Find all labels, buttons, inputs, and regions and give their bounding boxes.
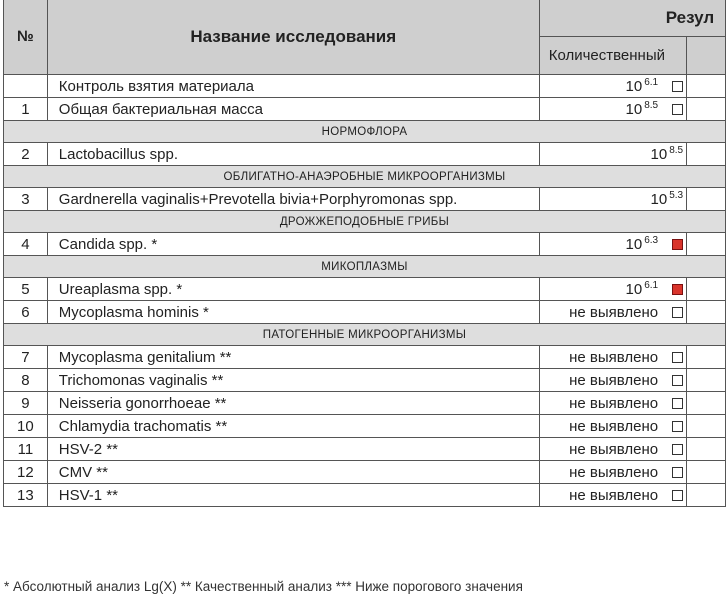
legend-note: * Абсолютный анализ Lg(X) ** Качественный анализ *** Ниже порогового значения	[4, 579, 523, 594]
row-number: 13	[4, 484, 48, 507]
result-cell	[539, 233, 686, 256]
result-cell	[539, 98, 686, 121]
result-cell	[539, 392, 686, 415]
result-text: не выявлено	[569, 440, 659, 458]
test-name: Lactobacillus spp.	[47, 143, 539, 166]
table-row	[4, 438, 726, 461]
test-name: Chlamydia trachomatis **	[47, 415, 539, 438]
extra-cell	[687, 369, 726, 392]
flag-checkbox	[672, 490, 683, 501]
table-row	[4, 233, 726, 256]
row-number: 3	[4, 188, 48, 211]
row-number: 7	[4, 346, 48, 369]
result-cell	[539, 438, 686, 461]
result-cell	[539, 301, 686, 324]
result-base: 10	[650, 145, 668, 163]
table-row	[4, 188, 726, 211]
table-row	[4, 301, 726, 324]
table-row	[4, 98, 726, 121]
row-number: 1	[4, 98, 48, 121]
row-number: 6	[4, 301, 48, 324]
row-number: 2	[4, 143, 48, 166]
section-row	[4, 121, 726, 143]
row-number: 8	[4, 369, 48, 392]
extra-cell	[687, 484, 726, 507]
result-base: 10	[625, 100, 643, 118]
row-number: 4	[4, 233, 48, 256]
row-number: 10	[4, 415, 48, 438]
result-cell	[539, 461, 686, 484]
row-number: 9	[4, 392, 48, 415]
flag-checkbox	[672, 81, 683, 92]
test-name: Trichomonas vaginalis **	[47, 369, 539, 392]
section-row	[4, 256, 726, 278]
extra-cell	[687, 461, 726, 484]
result-cell	[539, 75, 686, 98]
result-exponent: 5.3	[669, 189, 684, 201]
test-name: Контроль взятия материала	[47, 75, 539, 98]
row-number	[4, 75, 48, 98]
result-text: не выявлено	[569, 463, 659, 481]
result-cell	[539, 188, 686, 211]
test-name: Candida spp. *	[47, 233, 539, 256]
result-base: 10	[625, 235, 643, 253]
row-number: 5	[4, 278, 48, 301]
result-cell	[539, 415, 686, 438]
extra-cell	[687, 438, 726, 461]
table-row	[4, 392, 726, 415]
flag-checkbox	[672, 375, 683, 386]
result-exponent: 6.3	[644, 234, 659, 246]
row-number: 11	[4, 438, 48, 461]
extra-cell	[687, 233, 726, 256]
extra-cell	[687, 278, 726, 301]
table-row	[4, 461, 726, 484]
flag-checkbox	[672, 352, 683, 363]
result-cell	[539, 369, 686, 392]
section-title: НОРМОФЛОРА	[4, 121, 726, 143]
test-name: CMV **	[47, 461, 539, 484]
result-base: 10	[650, 190, 668, 208]
table-row	[4, 415, 726, 438]
result-text: не выявлено	[569, 417, 659, 435]
flag-checkbox	[672, 421, 683, 432]
result-exponent: 8.5	[669, 144, 684, 156]
result-cell	[539, 484, 686, 507]
result-cell	[539, 143, 686, 166]
result-exponent: 8.5	[644, 99, 659, 111]
section-title: ДРОЖЖЕПОДОБНЫЕ ГРИБЫ	[4, 211, 726, 233]
result-cell	[539, 278, 686, 301]
section-title: МИКОПЛАЗМЫ	[4, 256, 726, 278]
test-name: Общая бактериальная масса	[47, 98, 539, 121]
result-text: не выявлено	[569, 486, 659, 504]
table-row	[4, 278, 726, 301]
flag-checkbox	[672, 467, 683, 478]
section-row	[4, 211, 726, 233]
extra-cell	[687, 98, 726, 121]
test-name: Gardnerella vaginalis+Prevotella bivia+Porphyromonas spp.	[47, 188, 539, 211]
header-result: Резул	[539, 0, 725, 37]
row-number: 12	[4, 461, 48, 484]
result-base: 10	[625, 280, 643, 298]
result-exponent: 6.1	[644, 279, 659, 291]
result-text: не выявлено	[569, 348, 659, 366]
section-row	[4, 166, 726, 188]
table-row	[4, 484, 726, 507]
extra-cell	[687, 75, 726, 98]
result-cell	[539, 346, 686, 369]
extra-cell	[687, 392, 726, 415]
results-table	[3, 0, 726, 507]
test-name: Neisseria gonorrhoeae **	[47, 392, 539, 415]
flag-checkbox	[672, 444, 683, 455]
result-text: не выявлено	[569, 371, 659, 389]
result-exponent: 6.1	[644, 76, 659, 88]
section-row	[4, 324, 726, 346]
test-name: Mycoplasma genitalium **	[47, 346, 539, 369]
table-row	[4, 75, 726, 98]
test-name: HSV-2 **	[47, 438, 539, 461]
extra-cell	[687, 415, 726, 438]
test-name: HSV-1 **	[47, 484, 539, 507]
flag-checkbox	[672, 307, 683, 318]
flag-marker-red	[672, 239, 683, 250]
section-title: ПАТОГЕННЫЕ МИКРООРГАНИЗМЫ	[4, 324, 726, 346]
extra-cell	[687, 346, 726, 369]
result-text: не выявлено	[569, 303, 659, 321]
extra-cell	[687, 188, 726, 211]
table-row	[4, 143, 726, 166]
header-name: Название исследования	[47, 0, 539, 75]
result-text: не выявлено	[569, 394, 659, 412]
flag-checkbox	[672, 398, 683, 409]
flag-marker-red	[672, 284, 683, 295]
header-quantitative: Количественный	[539, 37, 686, 75]
header-extra	[687, 37, 726, 75]
table-row	[4, 346, 726, 369]
header-num: №	[4, 0, 48, 75]
table-row	[4, 369, 726, 392]
result-base: 10	[625, 77, 643, 95]
flag-checkbox	[672, 104, 683, 115]
test-name: Mycoplasma hominis *	[47, 301, 539, 324]
section-title: ОБЛИГАТНО-АНАЭРОБНЫЕ МИКРООРГАНИЗМЫ	[4, 166, 726, 188]
test-name: Ureaplasma spp. *	[47, 278, 539, 301]
extra-cell	[687, 301, 726, 324]
extra-cell	[687, 143, 726, 166]
